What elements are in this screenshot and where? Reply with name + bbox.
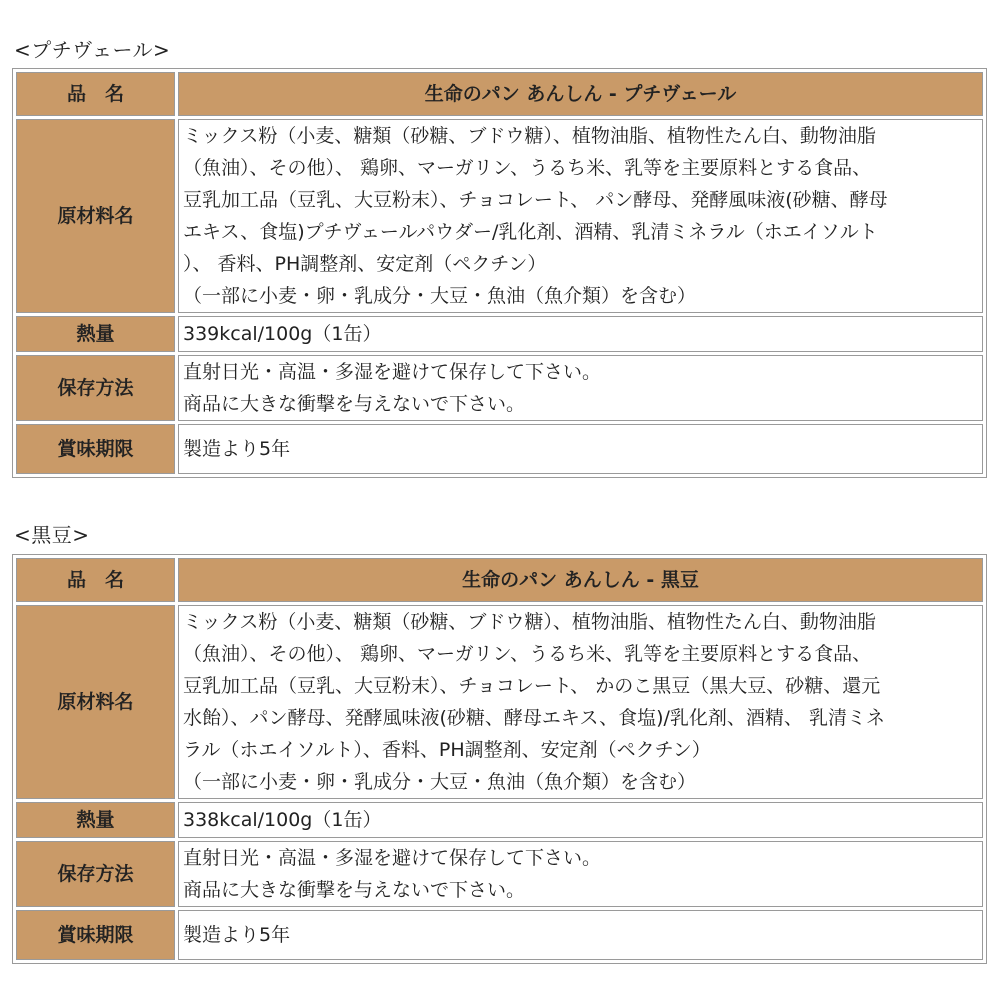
storage-line: 直射日光・高温・多湿を避けて保存して下さい。 <box>183 847 602 869</box>
calories-value: 338kcal/100g（1缶） <box>178 802 983 838</box>
ingredients-cell <box>178 119 983 313</box>
ingredients-line: 豆乳加工品（豆乳、大豆粉末）、チョコレート、 かのこ黒豆（黒大豆、砂糖、還元 <box>183 675 881 697</box>
label-storage: 保存方法 <box>16 841 175 907</box>
table-row <box>16 910 983 960</box>
table-row <box>16 424 983 474</box>
ingredients-line: ミックス粉（小麦、糖類（砂糖、ブドウ糖）、植物油脂、植物性たん白、動物油脂 <box>183 125 876 147</box>
label-ingredients: 原材料名 <box>16 605 175 799</box>
product-name: 生命のパン あんしん - 黒豆 <box>178 558 983 602</box>
section-title: <黒豆> <box>14 523 90 547</box>
expiry-value: 製造より5年 <box>178 424 983 474</box>
label-name: 品 名 <box>16 72 175 116</box>
table-row <box>16 355 983 421</box>
ingredients-line: 豆乳加工品（豆乳、大豆粉末）、チョコレート、 パン酵母、発酵風味液(砂糖、酵母 <box>183 189 888 211</box>
ingredients-line: （魚油）、その他）、 鶏卵、マーガリン、うるち米、乳等を主要原料とする食品、 <box>183 643 872 665</box>
ingredients-cell <box>178 605 983 799</box>
product-name: 生命のパン あんしん - プチヴェール <box>178 72 983 116</box>
label-calories: 熱量 <box>16 316 175 352</box>
ingredients-line: ミックス粉（小麦、糖類（砂糖、ブドウ糖）、植物油脂、植物性たん白、動物油脂 <box>183 611 876 633</box>
table-row <box>16 119 983 313</box>
ingredients-line: （魚油）、その他）、 鶏卵、マーガリン、うるち米、乳等を主要原料とする食品、 <box>183 157 872 179</box>
label-ingredients: 原材料名 <box>16 119 175 313</box>
label-name: 品 名 <box>16 558 175 602</box>
table-row <box>16 72 983 116</box>
section-title: <プチヴェール> <box>14 38 171 62</box>
label-expiry: 賞味期限 <box>16 424 175 474</box>
table-row <box>16 316 983 352</box>
label-storage: 保存方法 <box>16 355 175 421</box>
table-row <box>16 802 983 838</box>
ingredients-line: （一部に小麦・卵・乳成分・大豆・魚油（魚介類）を含む） <box>183 771 697 793</box>
storage-line: 直射日光・高温・多湿を避けて保存して下さい。 <box>183 361 602 383</box>
ingredients-line: ラル（ホエイソルト）、香料、PH調整剤、安定剤（ペクチン） <box>183 739 711 761</box>
product-table <box>12 68 987 478</box>
ingredients-line: 水飴）、パン酵母、発酵風味液(砂糖、酵母エキス、食塩)/乳化剤、酒精、 乳清ミネ <box>183 707 885 729</box>
ingredients-line: （一部に小麦・卵・乳成分・大豆・魚油（魚介類）を含む） <box>183 285 697 307</box>
calories-value: 339kcal/100g（1缶） <box>178 316 983 352</box>
table-row <box>16 558 983 602</box>
storage-line: 商品に大きな衝撃を与えないで下さい。 <box>183 393 526 415</box>
storage-line: 商品に大きな衝撃を与えないで下さい。 <box>183 879 526 901</box>
expiry-value: 製造より5年 <box>178 910 983 960</box>
label-calories: 熱量 <box>16 802 175 838</box>
table-row <box>16 605 983 799</box>
storage-cell <box>178 355 983 421</box>
ingredients-line: エキス、食塩)プチヴェールパウダー/乳化剤、酒精、乳清ミネラル（ホエイソルト <box>183 221 878 243</box>
table-row <box>16 841 983 907</box>
ingredients-line: ）、 香料、PH調整剤、安定剤（ペクチン） <box>183 253 547 275</box>
storage-cell <box>178 841 983 907</box>
label-expiry: 賞味期限 <box>16 910 175 960</box>
product-table <box>12 554 987 964</box>
